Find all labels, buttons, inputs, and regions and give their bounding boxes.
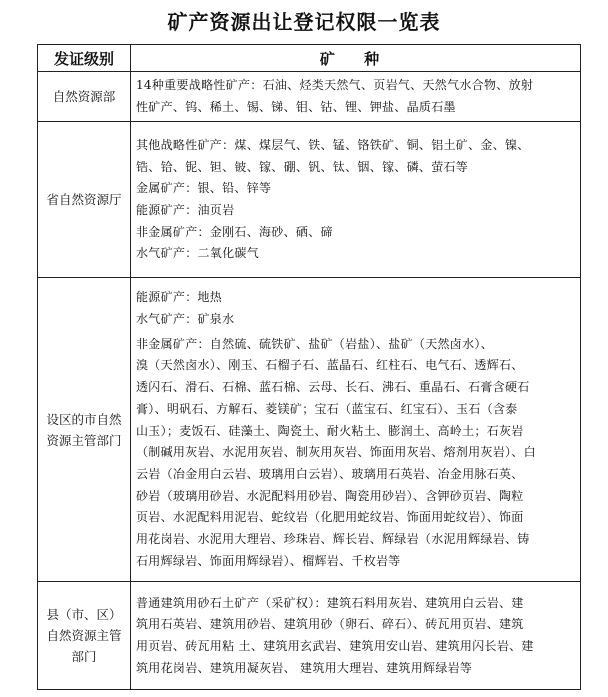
level-cell <box>38 582 131 690</box>
mineral-line: 云岩（冶金用白云岩、玻璃用白云岩）、玻璃用石英岩、冶金用脉石英、 <box>136 466 524 481</box>
mineral-line: 其他战略性矿产：煤、煤层气、铁、锰、铬铁矿、铜、铝土矿、金、镍、 <box>136 137 530 152</box>
minerals-cell <box>131 122 581 278</box>
level-label: 自然资源主管 <box>46 628 122 644</box>
table-row <box>38 278 581 582</box>
minerals-cell <box>131 582 581 690</box>
mineral-line: 砂岩（玻璃用砂岩、水泥配料用砂岩、陶瓷用砂岩）、含钾砂页岩、陶粒 <box>136 488 524 503</box>
mineral-line: 水气矿产：二氧化碳气 <box>136 246 260 261</box>
mineral-line: 非金属矿产：自然硫、硫铁矿、盐矿（岩盐）、盐矿（天然卤水）、 <box>136 336 494 351</box>
table-row <box>38 72 581 122</box>
level-cell <box>38 278 131 582</box>
mineral-line: 用花岗岩、水泥用大理岩、珍珠岩、辉长岩、辉绿岩（水泥用辉绿岩、铸 <box>136 532 530 547</box>
mineral-line: 页岩、水泥配料用泥岩、蛇纹岩（化肥用蛇纹岩、饰面用蛇纹岩）、饰面 <box>136 510 524 525</box>
mineral-line: 锆、铪、铌、钽、铍、镓、硼、钒、钛、铟、镓、磷、萤石等 <box>136 159 469 174</box>
mineral-line: 筑用石英岩、建筑用砂岩、建筑用砂（卵石、碎石）、砖瓦用页岩、建筑 <box>136 617 524 632</box>
mineral-line: 石用辉绿岩、饰面用辉绿岩）、榴辉岩、千枚岩等 <box>136 553 401 568</box>
mineral-line: 性矿产、钨、稀土、锡、锑、钼、钴、锂、钾盐、晶质石墨 <box>136 99 456 114</box>
mineral-line: 金属矿产：银、铅、锌等 <box>136 181 272 196</box>
table-row <box>38 582 581 690</box>
level-cell <box>38 122 131 278</box>
mineral-line: 能源矿产：油页岩 <box>136 202 235 217</box>
column-header-level: 发证级别 <box>38 45 131 72</box>
level-label: 县（市、区） <box>46 607 122 623</box>
mineral-line: （制碱用灰岩、水泥用灰岩、制灰用灰岩、饰面用灰岩、熔剂用灰岩）、白 <box>136 445 536 460</box>
mineral-line: 溴（天然卤水）、刚玉、石榴子石、蓝晶石、红柱石、电气石、透辉石、 <box>136 358 524 373</box>
column-header-kind: 矿 种 <box>131 45 581 72</box>
mineral-line: 山玉）；麦饭石、硅藻土、陶瓷土、耐火粘土、膨润土、高岭土；石灰岩 <box>136 423 524 438</box>
mineral-line: 能源矿产：地热 <box>136 290 223 305</box>
minerals-cell <box>131 72 581 122</box>
page-title: 矿产资源出让登记权限一览表 <box>167 10 441 34</box>
minerals-cell <box>131 278 581 582</box>
table-header-row <box>38 45 581 72</box>
level-label: 省自然资源厅 <box>46 192 122 208</box>
mineral-line: 普通建筑用砂石土矿产（采矿权）：建筑石料用灰岩、建筑用白云岩、建 <box>136 595 524 610</box>
authority-table <box>37 44 581 690</box>
table-row <box>38 122 581 278</box>
level-cell <box>38 72 131 122</box>
level-label: 部门 <box>71 649 97 665</box>
level-label: 资源主管部门 <box>46 432 122 448</box>
mineral-line: 水气矿产：矿泉水 <box>136 312 235 327</box>
mineral-line: 用页岩、砖瓦用粘 土、建筑用玄武岩、建筑用安山岩、建筑用闪长岩、建 <box>136 638 534 653</box>
mineral-line: 透闪石、滑石、石棉、蓝石棉、云母、长石、沸石、重晶石、石膏含硬石 <box>136 380 530 395</box>
level-label: 自然资源部 <box>52 89 116 105</box>
mineral-line: 非金属矿产：金刚石、海砂、硒、碲 <box>136 224 333 239</box>
mineral-line: 筑用花岗岩、建筑用凝灰岩、 建筑用大理岩、建筑用辉绿岩等 <box>136 660 473 675</box>
mineral-line: 膏）、明矾石、方解石、菱镁矿；宝石（蓝宝石、红宝石）、玉石（含泰 <box>136 401 518 416</box>
mineral-line: 14种重要战略性矿产：石油、烃类天然气、页岩气、天然气水合物、放射 <box>136 78 534 92</box>
level-label: 设区的市自然 <box>46 411 122 427</box>
